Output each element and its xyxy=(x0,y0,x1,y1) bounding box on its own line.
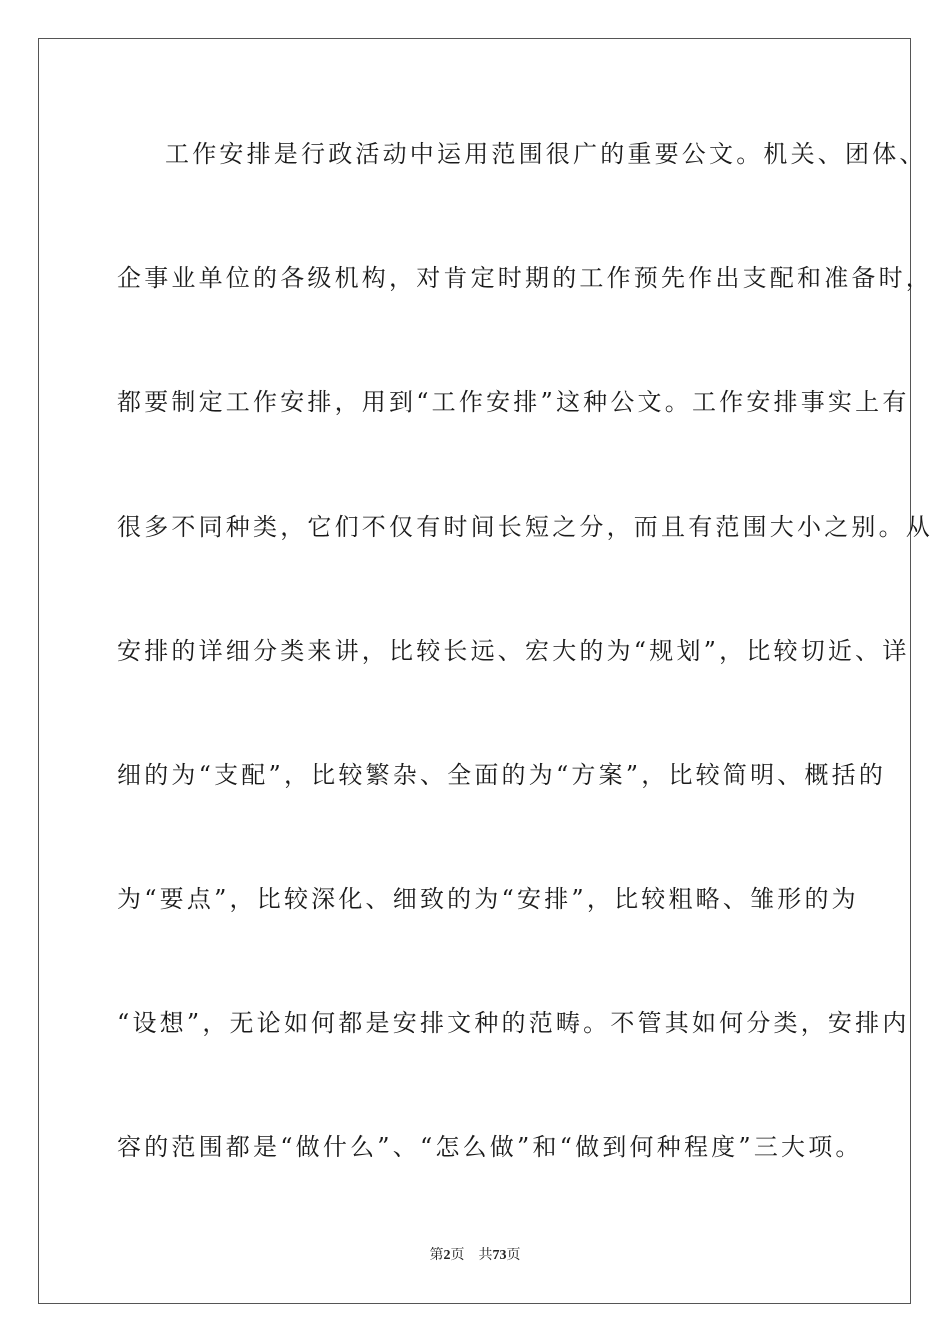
page-number: 2 xyxy=(443,1248,451,1263)
text-line: 细的为“支配”，比较繁杂、全面的为“方案”，比较简明、概括的 xyxy=(117,761,887,789)
total-prefix: 共 xyxy=(478,1248,493,1263)
page-prefix: 第 xyxy=(429,1248,444,1263)
text-line: 容的范围都是“做什么”、“怎么做”和“做到何种程度”三大项。 xyxy=(117,1133,863,1161)
text-line: 工作安排是行政活动中运用范围很广的重要公文。机关、团体、 xyxy=(165,140,927,168)
text-line: 都要制定工作安排，用到“工作安排”这种公文。工作安排事实上有 xyxy=(117,388,910,416)
text-line: “设想”，无论如何都是安排文种的范畴。不管其如何分类，安排内 xyxy=(117,1009,910,1037)
total-suffix: 页 xyxy=(506,1248,521,1263)
text-line: 很多不同种类，它们不仅有时间长短之分，而且有范围大小之别。从 xyxy=(117,513,933,541)
text-line: 企事业单位的各级机构，对肯定时期的工作预先作出支配和准备时， xyxy=(117,264,933,292)
text-line: 为“要点”，比较深化、细致的为“安排”，比较粗略、雏形的为 xyxy=(117,885,859,913)
text-line: 安排的详细分类来讲，比较长远、宏大的为“规划”，比较切近、详 xyxy=(117,637,910,665)
page-border xyxy=(38,38,933,1304)
page-suffix: 页 xyxy=(450,1248,465,1263)
page-footer xyxy=(0,1247,950,1265)
total-pages: 73 xyxy=(492,1248,507,1263)
